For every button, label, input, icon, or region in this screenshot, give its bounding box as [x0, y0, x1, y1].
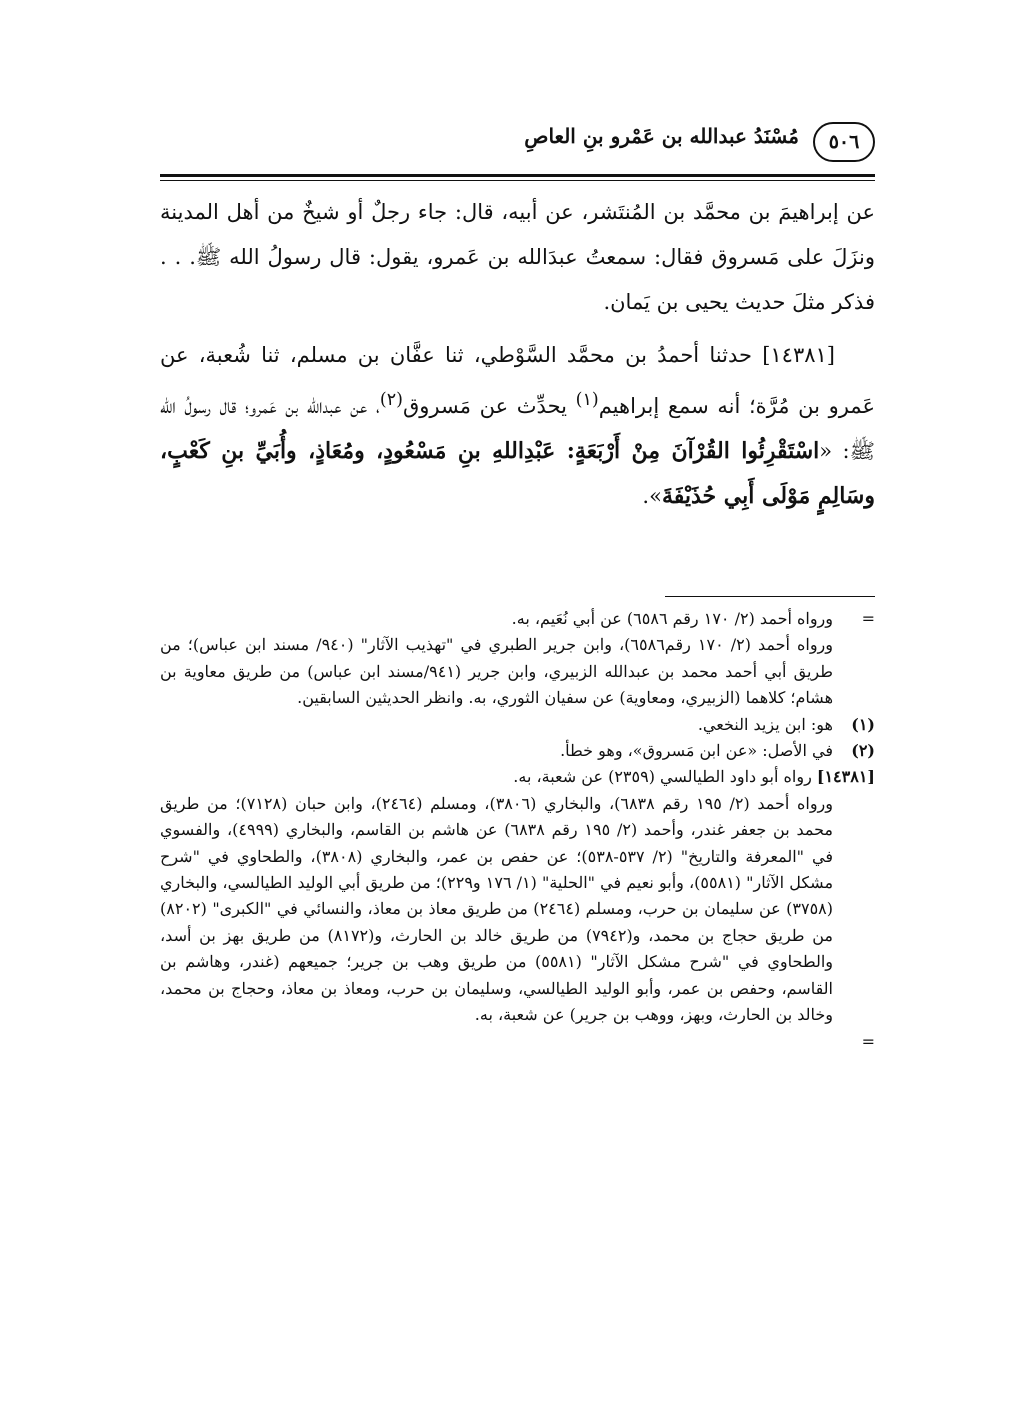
footnote-2-number: (٢) [851, 741, 875, 761]
hadith-paragraph [160, 333, 875, 519]
page-header [160, 122, 875, 170]
hadith-matn: اسْتَقْرِئُوا القُرْآنَ مِنْ أَرْبَعَةٍ: عَبْدِاللهِ بنِ مَسْعُودٍ، ومُعَاذٍ، وأُبَيِّ بنِ كَعْبٍ، وسَالِمٍ مَوْلَى أَبِي حُذَيْفَةَ [160, 438, 875, 509]
hadith-isnad-part3: ، عن عبدالله بن عَمرو؛ قال رسولُ الله ﷺ: « [160, 394, 875, 463]
footnotes-section [160, 606, 875, 1055]
footnote-marker-2: (٢) [379, 390, 403, 410]
continuation-line-text: ورواه أحمد (٢/ ١٧٠ رقم ٦٥٨٦) عن أبي نُعَيم، به. [511, 609, 833, 628]
hadith-isnad-part1: حدثنا أحمدُ بن محمَّد السَّوْطي، ثنا عفَّان بن مسلم، ثنا شُعبة، عن عَمرو بن مُرَّة؛ أنه سمع إبراهيم [160, 343, 875, 418]
hadith-end: ». [642, 484, 662, 508]
footnote-2-text: في الأصل: «عن ابن مَسروق»، وهو خطأ. [560, 741, 833, 761]
page-number-badge [813, 122, 875, 162]
takhrij-body: ورواه أحمد (٢/ ١٩٥ رقم ٦٨٣٨)، والبخاري (٣٨٠٦)، ومسلم (٢٤٦٤)، وابن حبان (٧١٢٨)؛ من طريق محمد بن جعفر غندر، وأحمد (٢/ ١٩٥ رقم ٦٨٣٨) عن هاشم بن القاسم، والبخاري (٤٩٩٩)، والفسوي في "المعرفة والتاريخ" (٢/ ٥٣٧-٥٣٨)؛ عن حفص بن عمر، والبخاري (٣٨٠٨)، والطحاوي في "شرح مشكل الآثار" (٥٥٨١)، وأبو نعيم في "الحلية" (١/ ١٧٦ و٢٢٩)؛ من طريق أبي الوليد الطيالسي، والبخاري (٣٧٥٨) عن سليمان بن حرب، ومسلم (٢٤٦٤) من طريق معاذ بن معاذ، والنسائي في "الكبرى" (٨٢٠٢) من طريق حجاج بن محمد، و(٧٩٤٢) من طريق خالد بن الحارث، و(٨١٧٢) من طريق بهز بن أسد، والطحاوي في "شرح مشكل الآثار" (٥٥٨١) من طريق وهب بن جرير؛ جميعهم (غندر، وهاشم بن القاسم، وحفص بن عمر، وأبو الوليد الطيالسي، وسليمان بن حرب، ومعاذ بن معاذ، وحجاج بن محمد، وخالد بن الحارث، وبهز، ووهب بن جرير) عن شعبة، به. [160, 793, 834, 1025]
footnote-1-text: هو: ابن يزيد النخعي. [697, 714, 833, 734]
footnote-1 [160, 712, 875, 738]
takhrij-heading [160, 764, 875, 790]
running-title: مُسْنَدُ عبدالله بن عَمْرو بنِ العاصِ [524, 124, 799, 148]
hadith-number: [١٤٣٨١] [762, 343, 835, 367]
continued-marker: = [861, 1031, 875, 1051]
header-rule-thick [160, 174, 875, 177]
footnote-continuation-paragraph: ورواه أحمد (٢/ ١٧٠ رقم٦٥٨٦)، وابن جرير الطبري في "تهذيب الآثار" (٩٤٠/ مسند ابن عباس)؛ من طريق أبي أحمد محمد بن عبدالله الزبيري، وابن جرير (٩٤١/مسند ابن عباس) من طريق معاوية بن هشام؛ كلاهما (الزبيري، ومعاوية) عن سفيان الثوري، به. وانظر الحديثين السابقين. [160, 635, 834, 708]
footnote-marker-1: (١) [575, 390, 599, 410]
footnote-2 [160, 738, 875, 764]
page-number: ٥٠٦ [828, 131, 860, 153]
footnote-1-number: (١) [851, 714, 875, 734]
continuation-marker: = [861, 609, 875, 628]
continuation-paragraph: عن إبراهيمَ بن محمَّد بن المُنتَشر، عن أبيه، قال: جاء رجلٌ أو شيخٌ من أهل المدينة ونزَلَ على مَسروق فقال: سمعتُ عبدَالله بن عَمرو، يقول: قال رسولُ الله ﷺ. . . فذكر مثلَ حديث يحيى بن يَمان. [160, 200, 875, 314]
main-text [160, 190, 875, 519]
hadith-isnad-part2: يحدِّث عن مَسروق [402, 394, 576, 418]
footnote-separator [665, 596, 875, 597]
takhrij-number: [١٤٣٨١] [816, 767, 875, 787]
footnote-continuation-line [160, 606, 875, 632]
takhrij-heading-text: رواه أبو داود الطيالسي (٢٣٥٩) عن شعبة، به. [513, 767, 817, 787]
header-rule-thin [160, 180, 875, 181]
